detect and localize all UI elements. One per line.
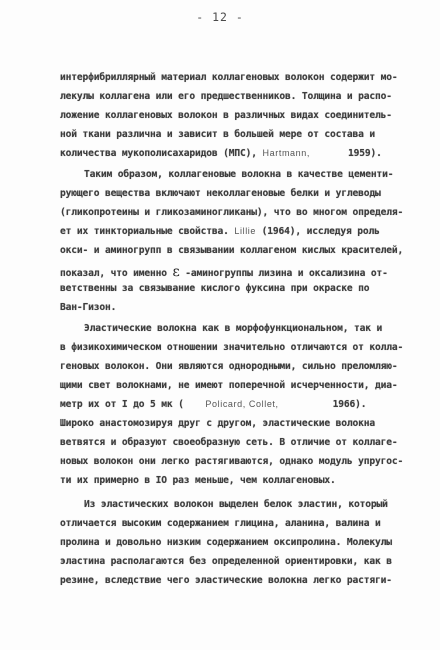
epsilon-symbol: ε	[172, 264, 180, 280]
text-line: отличается высоким содержанием глицина, аланина, валина и	[60, 518, 381, 529]
citation-year: 1966).	[332, 399, 367, 410]
text-segment: (1964), исследуя роль	[256, 226, 380, 237]
text-line: щими свет волокнами, не имеют поперечной исчерченности, диа-	[60, 380, 398, 391]
citation-author: Policard, Collet,	[205, 399, 279, 409]
text-line: лекулы коллагена или его предшественников. Толщина и распо-	[60, 91, 392, 102]
text-line: геновых волокон. Они являются однородными, сильно преломляю-	[60, 361, 398, 372]
text-line: рующего вещества включают неколлагеновые белки и углеводы	[60, 188, 381, 199]
text-line: (гликопротеины и гликозаминогликаны), что во многом определя-	[60, 207, 404, 218]
text-segment: количества мукополисахаридов (МПС),	[60, 148, 263, 159]
citation-author: Lillie	[234, 226, 257, 236]
text-line: окси- и аминогрупп в связывании коллагеном кислых красителей,	[60, 245, 404, 256]
text-line	[60, 226, 380, 237]
text-line: интерфибриллярный материал коллагеновых волокон содержит мо-	[60, 72, 398, 83]
text-line: новых волокон они легко растягиваются, однако модуль упругос-	[60, 456, 404, 467]
text-line: резине, вследствие чего эластические волокна легко растяги-	[60, 575, 392, 586]
text-line: Широко анастомозируя друг с другом, эластические волокна	[60, 418, 376, 429]
text-line: ветвятся и образуют своеобразную сеть. В отличие от коллаге-	[60, 437, 398, 448]
text-segment: -аминогруппы лизина и оксализина от-	[179, 268, 388, 279]
text-line: Ван-Гизон.	[60, 302, 117, 313]
text-line: в физикохимическом отношении значительно отличаются от колла-	[60, 342, 404, 353]
text-line: ти их примерно в IO раз меньше, чем коллагеновых.	[60, 475, 336, 486]
text-line: ной ткани различна и зависит в большей мере от состава и	[60, 129, 376, 140]
text-line: ложение коллагеновых волокон в различных видах соединитель-	[60, 110, 392, 121]
citation-year: 1959).	[347, 148, 382, 159]
text-line: Таким образом, коллагеновые волокна в качестве цементи-	[84, 169, 394, 180]
text-segment: метр их от I до 5 мк (	[60, 399, 190, 410]
text-line: Из эластических волокон выделен белок эластин, который	[84, 499, 388, 510]
text-line: Эластические волокна как в морфофункциональном, так и	[84, 323, 383, 334]
text-line	[60, 148, 382, 159]
text-line: пролина и довольно низким содержанием оксипролина. Молекулы	[60, 537, 392, 548]
text-segment: показал, что именно	[60, 268, 173, 279]
text-line: эластина располагаются без определенной ориентировки, как в	[60, 556, 392, 567]
text-line	[60, 399, 366, 410]
page-number: - 12 -	[196, 10, 244, 24]
text-segment: ет их тинкториальные свойства.	[60, 226, 235, 237]
text-line: ветственны за связывание кислого фуксина при окраске по	[60, 283, 370, 294]
text-line	[60, 264, 388, 280]
citation-author: Hartmann,	[262, 148, 310, 158]
